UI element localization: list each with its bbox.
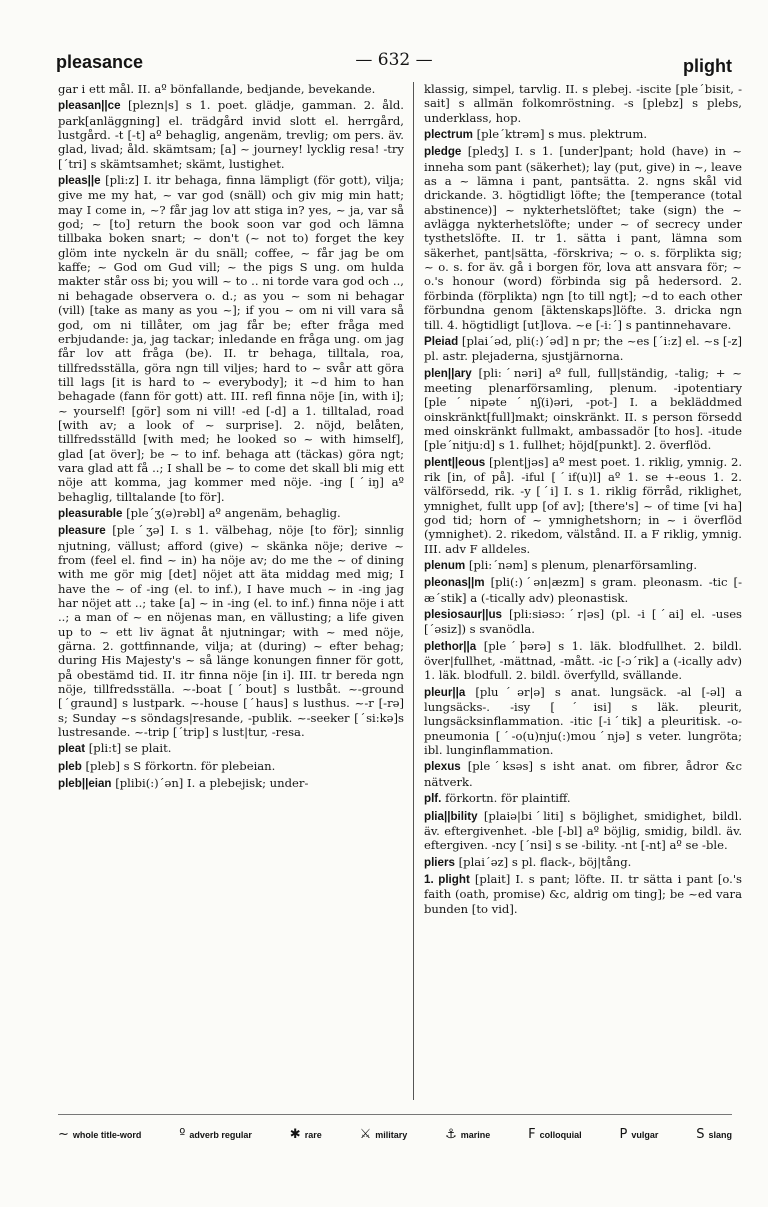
entry-headword: pleasan||ce [58,99,121,113]
dictionary-entry [58,173,404,504]
legend-symbol: ✱ [289,1126,301,1142]
entry-headword: pleat [58,742,86,756]
left-guide-word: pleasance [56,52,144,72]
legend-item [620,1127,659,1142]
entry-definition: [pledʒ] I. s 1. [under]pant; hold (have) in ~ inneha som pant (säkerhet); lay (put, give) in ~, leave as a ~ lämna i pant, pantsätta. 2. ngns skål vid drickande. 3. högtidligt löfte; the [temperance (total abstinence)] ~ nykterhetslöftet; take (sign) the ~ avlägga nykterhetslöfte; under ~ of secrecy under tysthetslöfte. II. tr 1. sätta i pant, lämna som säkerhet, pant|sätta, -förskriva; ~ o. s. förplikta sig; ~ o. s. for äv. gå i borgen för, lova att ansvara för; ~ o.'s honour (word) förbinda sig på hedersord. 2. förbinda (förplikta) ngn [to till ngt]; ~d to each other förbundna genom [äktenskaps]löfte. 3. dricka ngn till. 4. högtidligt [ut]lova. ~e [-iːˊ] s pantinnehavare. [424,144,742,332]
legend-item [290,1127,322,1142]
entry-definition: [plent|jəs] aº mest poet. 1. riklig, ymnig. 2. rik [in, of på]. -iful [ˊif(u)l] aº 1. se +-eous 1. 2. välförsedd, rik. -y [ˊi] I. s 1. riklig förråd, riklighet, ymnighet, fullt upp [of av]; [there's] ~ of time [vi ha] god tid; horn of ~ ymnighetshorn; in ~ i överflöd (ymnighet). 2. rikedom, välstånd. II. a F riklig, ymnig. III. adv F alldeles. [424,454,742,556]
entry-headword: plenum [424,559,466,572]
legend-symbol: F [528,1126,536,1142]
entry-headword: plent||eous [424,455,486,469]
entry-headword: pleur||a [424,685,466,699]
dictionary-entry [424,607,742,637]
entry-definition: [pleb] s S förkortn. för plebeian. [85,758,276,773]
entry-definition: [pli:siəsɔ:ˊr|əs] (pl. -i [ˊai] el. -uses [ˊəsiz]) s svanödla. [424,607,742,637]
dictionary-entry [424,791,742,806]
entry-definition: [pleˊʒ(ə)rəbl] aº angenäm, behaglig. [126,505,341,520]
entry-headword: pledge [424,145,462,159]
entry-definition: klassig, simpel, tarvlig. II. s plebej. -iscite [pleˊbisit, -sait] s allmän folkomröstning. -s [plebz] s plebs, underklass, hop. [424,82,742,125]
entry-definition: [plaiˊəz] s pl. flack-, böj|tång. [458,854,632,869]
entry-definition: [pli:ˊnəm] s plenum, plenarförsamling. [468,558,698,572]
legend-label: colloquial [539,1129,582,1140]
legend-item [696,1127,732,1142]
dictionary-entry [424,855,742,870]
entry-definition: förkortn. för plaintiff. [445,791,571,806]
column-divider [413,82,414,1100]
entry-definition: [plait] I. s pant; löfte. II. tr sätta i pant [o.'s faith (oath, promise) &c, aldrig om ting]; be ~ed vara bunden [to vid]. [424,871,742,916]
entry-headword: pleb||eian [58,777,112,791]
entry-headword: pleas||e [58,174,101,188]
right-guide-word: plight [683,56,732,76]
legend-label: slang [708,1129,732,1140]
legend-label: whole title-word [72,1129,142,1140]
entry-definition: [pli:ˊnəri] aº full, full|ständig, -talig; + ~ meeting plenarförsamling, plenum. -ipotentiary [pleˊnipəteˊnʃ(i)əri, -pot-] I. a bekläddmed oinskränkt[full]makt; oinskränkt. II. s person försedd med oinskränkt fullmakt, ambassadör [to hos]. -itude [pleˊnitju:d] s 1. fullhet; höjd[punkt]. 2. överflöd. [424,365,742,453]
page-number: — 632 — [355,50,433,70]
left-column [58,82,404,1114]
legend-item [179,1127,252,1142]
entry-definition: [pli:t] se plait. [88,741,172,756]
entry-headword: 1. plight [424,872,470,886]
entry-definition: [plibi(:)ˊən] I. a plebejisk; under- [115,776,309,791]
dictionary-entry [58,741,404,756]
legend-item [528,1127,582,1142]
dictionary-entry [424,809,742,853]
dictionary-entry [58,776,404,791]
dictionary-entry [58,759,404,774]
legend-symbol: º [179,1126,186,1142]
entry-definition: [pleˊþərə] s 1. läk. blodfullhet. 2. bildl. över|fullhet, -mättnad, -mått. -ic [-ɔˊrik] a (-ically adv) 1. läk. blodfull. 2. bildl. överfylld, svällande. [424,638,742,683]
legend-symbol: ~ [58,1126,69,1142]
dictionary-entry [58,523,404,739]
entry-headword: plethor||a [424,639,477,653]
entry-definition: [plaiə|biˊliti] s böjlighet, smidighet, bildl. äv. eftergivenhet. -ble [-bl] aº böjlig, smidig, bildl. äv. eftergiven. -ncy [ˊnsi] s se -bility. -nt [-nt] aº se -ble. [424,808,742,853]
legend-rule [58,1114,732,1115]
entry-headword: plectrum [424,128,473,142]
dictionary-entry [424,759,742,789]
legend-item [360,1127,408,1142]
entry-headword: pleasure [58,524,106,538]
entry-headword: pliers [424,855,455,869]
dictionary-entry [424,82,742,125]
legend-label: marine [460,1129,491,1140]
right-column [424,82,742,1114]
entry-definition: [pleˊʒə] I. s 1. välbehag, nöje [to för]; sinnlig njutning, vällust; afford (give) ~ skänka nöje; derive ~ from (feel el. find ~ in) ha nöje av; do me the ~ of dining with me gör mig [det] nöjet att äta middag med mig; I have the ~ of -ing (el. to inf.), I have much ~ in -ing jag har nöjet att ..; take [a] ~ in -ing (el. to inf.) finna nöje i att ..; a man of ~ en nöjenas man, en vällusting; a life given up to ~ ett liv ägnat åt njutningar; with ~ med nöje, gärna. 2. gottfinnande, vilja; at (during) ~ efter behag; during His Majesty's ~ så länge konungen finner för gott, på obestämd tid. II. itr finna nöje [in i]. III. tr bereda ngn nöje, tillfredsställa. ~-boat [ˊbout] s lustbåt. ~-ground [ˊgraund] s lustpark. ~-house [ˊhaus] s lusthus. ~-r [-rə] s; Sunday ~s söndags|resande, -publik. ~-seeker [ˊsi:kə]s lustresande. ~-trip [ˊtrip] s lust|tur, -resa. [58,523,404,740]
symbol-legend [58,1124,732,1144]
legend-label: military [375,1129,408,1140]
dictionary-entry [424,685,742,758]
entry-definition: [pleˊksəs] s isht anat. om fibrer, ådror &c nätverk. [424,759,742,789]
entry-headword: pleb [58,759,82,773]
legend-symbol: ⚓ [445,1126,457,1142]
entry-headword: plf. [424,792,442,806]
dictionary-entry [424,127,742,142]
entry-definition: [pli:z] I. itr behaga, finna lämpligt (för gott), vilja; give me my hat, ~ var god (snäll) och giv mig min hatt; may I come in, ~? får jag lov att stiga in? yes, ~ ja, var så god; ~ [to] return the book soon var god och lämna tillbaka boken snart; ~ don't (~ not to) forget the key glöm inte nyckeln är du snäll; coffee, ~ får jag be om kaffe; ~ God om Gud vill; ~ the pigs S ung. om hulda makter står oss bi; you will ~ to .. ni torde vara god och .., ni behagade observera o. d.; as you ~ som ni behagar (vill) [take as many as you ~]; if you ~ om ni vill vara så god, om ni tillåter, om jag får be; efter fråga med erbjudande: ja, jag tackar; inledande en fråga ung. om jag får lov att fråga (be). II. tr behaga, tilltala, roa, tillfredsställa, göra ngn till viljes; hard to ~ svår att göra till lags [it is hard to ~ everybody]; it ~d him to han behagade (fann för gott) att. III. refl finna nöje [in, with i]; ~ yourself! [gör] som ni vill! -ed [-d] a 1. tilltalad, road [with av; a look of ~ surprise]. 2. nöjd, belåten, tillfredsställd [with med; he looked so ~ with himself], glad [at över]; be ~ to inf. behaga att (täckas) göra ngt; vara glad att få ..; I shall be ~ to come det skall bli mig ett nöje att komma, jag kommer med nöje. -ing [ˊiŋ] aº behaglig, tilltalande [to för]. [58,173,404,504]
entry-headword: pleasurable [58,506,123,520]
entry-headword: plesiosaur||us [424,608,503,622]
dictionary-entry [58,82,404,96]
dictionary-entry [58,506,404,521]
legend-symbol: P [619,1126,628,1142]
entry-definition: [pleˊktrəm] s mus. plektrum. [476,127,648,142]
entry-definition: [plaiˊəd, pli(:)ˊəd] n pr; the ~es [ˊi:z] el. ~s [-z] pl. astr. plejaderna, sjustjärnorna. [424,333,742,364]
entry-headword: plia||bility [424,809,478,823]
entry-headword: Pleiad [424,334,459,348]
legend-item [58,1127,141,1142]
legend-label: adverb regular [189,1129,252,1140]
dictionary-entry [424,334,742,364]
legend-symbol: S [696,1126,705,1142]
dictionary-entry [58,98,404,171]
legend-symbol: ⚔ [359,1126,372,1142]
dictionary-entry [424,872,742,916]
dictionary-entry [424,575,742,605]
entry-definition: [pluˊər|ə] s anat. lungsäck. -al [-əl] a lungsäcks-. -isy [ˊisi] s läk. pleurit, lungsäcksinflammation. -itic [-iˊtik] a pleuritisk. -o-pneumonia [ˊ-o(u)nju(:)mouˊnjə] s veter. lungröta; ibl. lunginflammation. [424,684,742,758]
entry-definition: gar i ett mål. II. aº bönfallande, bedjande, bevekande. [58,82,376,96]
legend-item [445,1127,490,1142]
dictionary-entry [424,639,742,683]
dictionary-entry [424,144,742,331]
legend-label: vulgar [631,1129,659,1140]
entry-headword: pleonas||m [424,576,485,590]
entry-headword: plexus [424,760,461,774]
page-header [56,44,732,74]
dictionary-entry [424,455,742,556]
entry-definition: [pli(:)ˊən|æzm] s gram. pleonasm. -tic [-æˊstik] a (-tically adv) pleonastisk. [424,575,742,605]
entry-definition: [plezn|s] s 1. poet. glädje, gamman. 2. åld. park[anläggning] el. trädgård invid slott el. herrgård, lustgård. -t [-t] aº behaglig, angenäm, trevlig; om pers. äv. glad, livad; åld. skämtsam; [a] ~ journey! lycklig resa! -try [ˊtri] s skämtsamhet; skämt, lustighet. [58,98,404,171]
dictionary-entry [424,558,742,573]
dictionary-entry [424,366,742,453]
legend-label: rare [304,1129,322,1140]
entry-headword: plen||ary [424,366,472,380]
